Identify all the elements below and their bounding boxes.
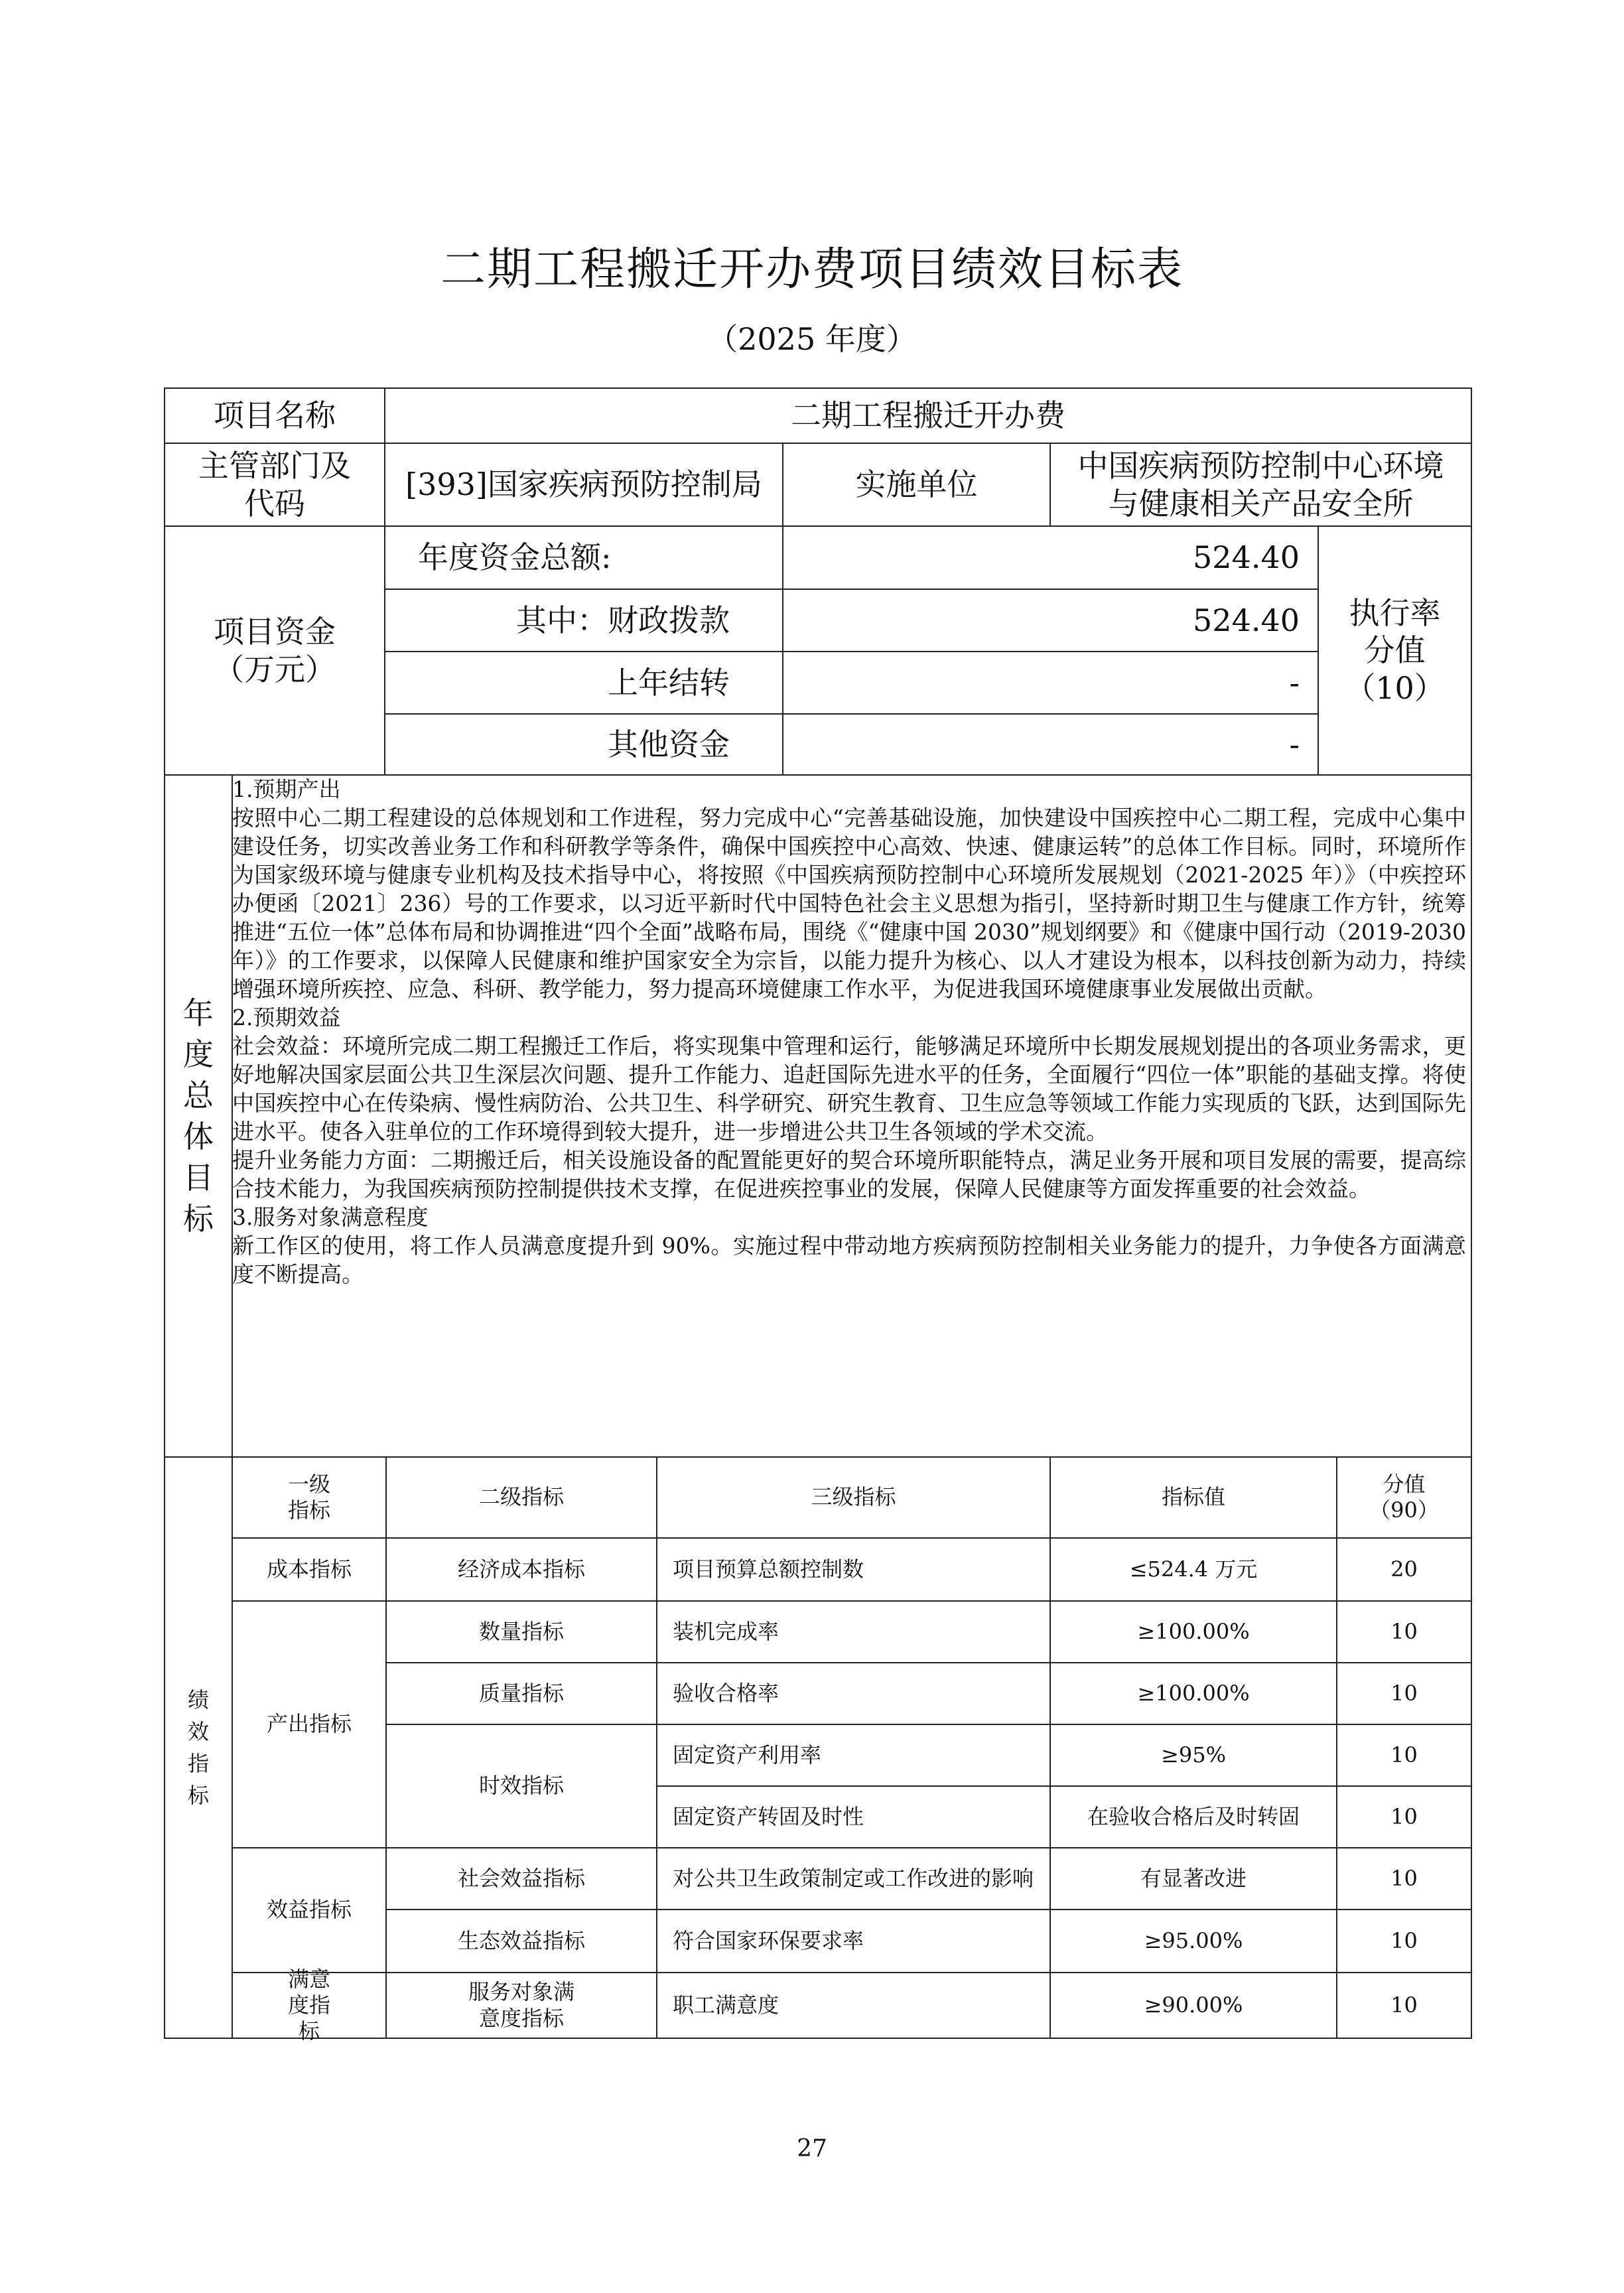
funds-total-value: 524.40 [1193, 539, 1300, 576]
row-3-value: ≥100.00% [1137, 1680, 1250, 1706]
exec-rate-label: 执行率分值（10） [1345, 595, 1445, 706]
row-7-l3: 符合国家环保要求率 [673, 1927, 864, 1953]
project-name-label: 项目名称 [214, 397, 336, 434]
header-level1: 一级指标 [287, 1471, 330, 1523]
row-2-value: ≥100.00% [1137, 1618, 1250, 1644]
row-8-score: 10 [1390, 1992, 1418, 2018]
funds-fiscal-value: 524.40 [1193, 602, 1300, 638]
row-3-score: 10 [1390, 1680, 1418, 1706]
level2-economic-cost: 经济成本指标 [457, 1556, 585, 1582]
level2-quality: 质量指标 [478, 1680, 564, 1706]
row-5-score: 10 [1390, 1803, 1418, 1829]
objective-capability-text: 提升业务能力方面：二期搬迁后，相关设施设备的配置能更好的契合环境所职能特点，满足业务开展和项目发展的需要，提高综合技术能力，为我国疾病预防控制提供技术支撑，在促进疾控事业的发展，保障人民健康等方面发挥重要的社会效益。 [232, 1147, 1466, 1202]
objective-text [232, 775, 1466, 1288]
row-1-value: ≤524.4 万元 [1129, 1556, 1258, 1582]
header-level3: 三级指标 [811, 1484, 896, 1510]
row-6-l3: 对公共卫生政策制定或工作改进的影响 [673, 1865, 1034, 1891]
page-title: 二期工程搬迁开办费项目绩效目标表 [440, 243, 1184, 296]
level2-timeliness: 时效指标 [478, 1773, 564, 1799]
row-2-l3: 装机完成率 [673, 1618, 779, 1644]
level2-social-benefit: 社会效益指标 [457, 1865, 585, 1891]
level2-service-satisfaction: 服务对象满意度指标 [468, 1979, 575, 2031]
level1-satisfaction: 满意度指标 [287, 1966, 330, 2044]
header-score: 分值（90） [1369, 1471, 1439, 1523]
row-1-l3: 项目预算总额控制数 [673, 1556, 864, 1582]
page-number: 27 [797, 2135, 827, 2162]
impl-label: 实施单位 [855, 466, 978, 503]
level2-quantity: 数量指标 [478, 1618, 564, 1644]
row-7-score: 10 [1390, 1927, 1418, 1953]
impl-value: 中国疾病预防控制中心环境与健康相关产品安全所 [1077, 448, 1444, 521]
funds-label: 项目资金（万元） [214, 614, 336, 687]
row-5-l3: 固定资产转固及时性 [673, 1803, 864, 1829]
row-6-value: 有显著改进 [1140, 1865, 1247, 1891]
row-4-l3: 固定资产利用率 [673, 1742, 822, 1768]
level2-eco-benefit: 生态效益指标 [457, 1927, 585, 1953]
funds-carryover-value: - [1289, 664, 1300, 701]
objective-heading-output: 1.预期产出 [232, 776, 341, 802]
funds-other-value: - [1289, 726, 1300, 762]
row-7-value: ≥95.00% [1144, 1927, 1243, 1953]
header-value: 指标值 [1161, 1484, 1225, 1510]
project-name-value: 二期工程搬迁开办费 [791, 397, 1065, 434]
funds-total-label: 年度资金总额: [418, 539, 612, 576]
row-6-score: 10 [1390, 1865, 1418, 1891]
objective-social-benefit-text: 社会效益：环境所完成二期工程搬迁工作后，将实现集中管理和运行，能够满足环境所中长期发展规划提出的各项业务需求，更好地解决国家层面公共卫生深层次问题、提升工作能力、追赶国际先进水平的任务，全面履行“四位一体”职能的基础支撑。将使中国疾控中心在传染病、慢性病防治、公共卫生、科学研究、研究生教育、卫生应急等领域工作能力实现质的飞跃，达到国际先进水平。使各入驻单位的工作环境得到较大提升，进一步增进公共卫生各领域的学术交流。 [232, 1033, 1466, 1145]
row-4-score: 10 [1390, 1742, 1418, 1768]
funds-carryover-label: 上年结转 [608, 664, 730, 701]
level1-cost: 成本指标 [266, 1556, 352, 1582]
row-8-value: ≥90.00% [1144, 1992, 1243, 2018]
row-5-value: 在验收合格后及时转固 [1087, 1803, 1300, 1829]
funds-fiscal-label: 其中：财政拨款 [516, 602, 730, 638]
row-8-l3: 职工满意度 [673, 1992, 779, 2018]
row-3-l3: 验收合格率 [673, 1680, 779, 1706]
objective-label: 年度总体目标 [183, 995, 214, 1237]
objective-output-text: 按照中心二期工程建设的总体规划和工作进程，努力完成中心“完善基础设施，加快建设中国疾控中心二期工程，完成中心集中建设任务，切实改善业务工作和科研教学等条件，确保中国疾控中心高效、快速、健康运转”的总体工作目标。同时，环境所作为国家级环境与健康专业机构及技术指导中心，将按照《中国疾病预防控制中心环境所发展规划（2021-2025 年）》（中疾控环办便函〔2021〕236）号的工作要求，以习近平新时代中国特色社会主义思想为指引，坚持新时期卫生与健康工作方针，统筹推进“五位一体”总体布局和协调推进“四个全面”战略布局，围绕《“健康中国 2030”规划纲要》和《健康中国行动（2019-2030 年）》的工作要求，以保障人民健康和维护国家安全为宗旨，以能力提升为核心、以人才建设为根本，以科技创新为动力，持续增强环境所疾控、应急、科研、教学能力，努力提高环境健康工作水平，为促进我国环境健康事业发展做出贡献。 [232, 805, 1466, 1002]
page-subtitle: （2025 年度） [707, 321, 917, 357]
objective-heading-benefit: 2.预期效益 [232, 1005, 341, 1030]
row-4-value: ≥95% [1161, 1742, 1226, 1768]
row-1-score: 20 [1390, 1556, 1418, 1582]
funds-other-label: 其他资金 [608, 726, 730, 762]
level1-benefit: 效益指标 [266, 1897, 352, 1923]
level1-output: 产出指标 [266, 1711, 352, 1737]
objective-satisfaction-text: 新工作区的使用，将工作人员满意度提升到 90%。实施过程中带动地方疾病预防控制相关业务能力的提升，力争使各方面满意度不断提高。 [232, 1233, 1466, 1287]
indicators-label: 绩效指标 [187, 1687, 209, 1808]
row-2-score: 10 [1390, 1618, 1418, 1644]
objective-heading-satisfaction: 3.服务对象满意程度 [232, 1204, 429, 1230]
dept-label: 主管部门及代码 [198, 448, 351, 521]
header-level2: 二级指标 [478, 1484, 564, 1510]
dept-value: [393]国家疾病预防控制局 [405, 466, 762, 503]
